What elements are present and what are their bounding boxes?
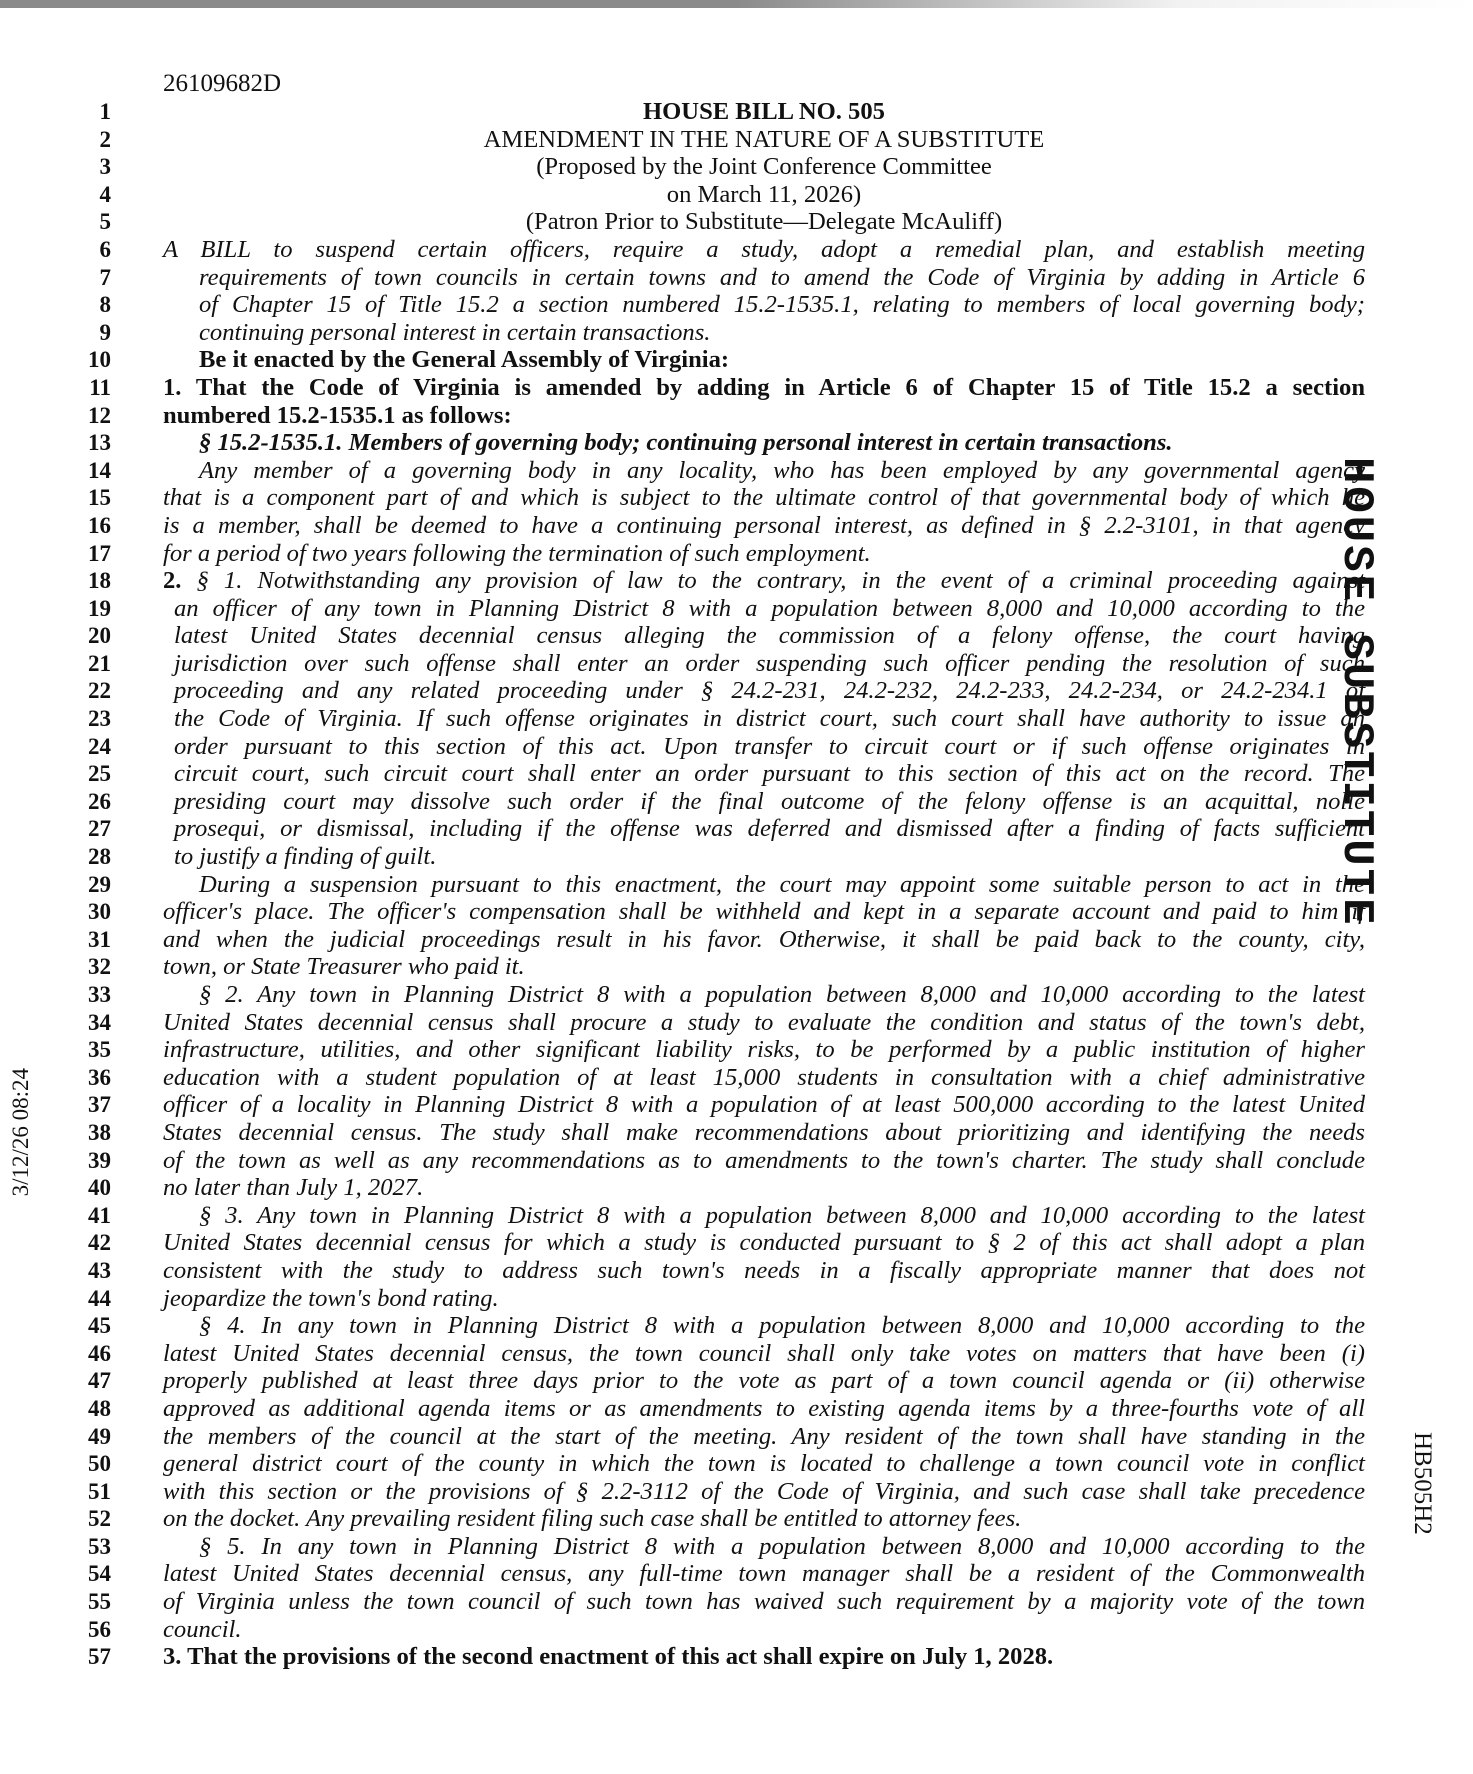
line-number: 44 — [88, 1285, 111, 1311]
line-text: the Code of Virginia. If such offense originates in district court, such court shall have authority to issue an — [174, 705, 1365, 733]
line-16 — [75, 512, 1375, 540]
line-number: 29 — [88, 871, 111, 897]
line-text: officer of a locality in Planning District 8 with a population of at least 500,000 according to the latest United — [163, 1091, 1365, 1119]
line-number: 37 — [88, 1092, 111, 1118]
line-text: requirements of town councils in certain towns and to amend the Code of Virginia by adding in Article 6 — [199, 263, 1365, 291]
side-title: HOUSE SUBSTITUTE — [1331, 457, 1381, 928]
line-number: 56 — [88, 1616, 111, 1642]
line-text: 1. That the Code of Virginia is amended by adding in Article 6 of Chapter 15 of Title 15.2 a section — [163, 373, 1365, 401]
line-55 — [75, 1588, 1375, 1616]
line-text: an officer of any town in Planning District 8 with a population between 8,000 and 10,000 according to the — [174, 594, 1365, 622]
line-38 — [75, 1119, 1375, 1147]
line-27 — [75, 815, 1375, 843]
line-text: officer's place. The officer's compensation shall be withheld and kept in a separate account and paid to him if — [163, 898, 1365, 926]
line-22 — [75, 677, 1375, 705]
line-8 — [75, 291, 1375, 319]
line-number: 9 — [99, 319, 111, 345]
line-text: of Chapter 15 of Title 15.2 a section numbered 15.2-1535.1, relating to members of local governing body; — [199, 291, 1365, 319]
line-text: general district court of the county in which the town is located to challenge a town council vote in conflict — [163, 1450, 1365, 1478]
line-56 — [75, 1616, 1375, 1644]
line-24 — [75, 733, 1375, 761]
line-number: 3 — [99, 154, 111, 180]
line-number: 13 — [88, 430, 111, 456]
line-number: 47 — [88, 1368, 111, 1394]
line-number: 50 — [88, 1451, 111, 1477]
side-code: HB505H2 — [1409, 1432, 1436, 1535]
line-text: is a member, shall be deemed to have a continuing personal interest, as defined in § 2.2-3101, in that agency — [163, 511, 1365, 539]
line-33 — [75, 981, 1375, 1009]
line-text: HOUSE BILL NO. 505 — [643, 98, 885, 125]
line-number: 31 — [88, 926, 111, 952]
line-2 — [75, 126, 1375, 154]
line-53 — [75, 1533, 1375, 1561]
line-number: 25 — [88, 761, 111, 787]
line-text: of Virginia unless the town council of such town has waived such requirement by a majority vote of the town — [163, 1588, 1365, 1616]
line-12 — [75, 402, 1375, 430]
document-id: 26109682D — [163, 70, 282, 97]
line-number: 53 — [88, 1533, 111, 1559]
line-text: approved as additional agenda items or as amendments to existing agenda items by a three-fourths vote of all — [163, 1394, 1365, 1422]
line-text: town, or State Treasurer who paid it. — [163, 953, 525, 981]
line-50 — [75, 1450, 1375, 1478]
line-text: continuing personal interest in certain transactions. — [199, 318, 711, 346]
line-text: (Patron Prior to Substitute—Delegate McAuliff) — [525, 208, 1003, 236]
line-37 — [75, 1091, 1375, 1119]
line-4 — [75, 181, 1375, 209]
line-text: infrastructure, utilities, and other significant liability risks, to be performed by a public institution of higher — [163, 1036, 1365, 1064]
line-text: United States decennial census for which a study is conducted pursuant to § 2 of this act shall adopt a plan — [163, 1229, 1365, 1257]
line-number: 48 — [88, 1395, 111, 1421]
line-1 — [75, 98, 1375, 126]
line-51 — [75, 1478, 1375, 1506]
line-number: 5 — [99, 209, 111, 235]
line-52 — [75, 1505, 1375, 1533]
line-text: Be it enacted by the General Assembly of Virginia: — [199, 346, 730, 374]
line-number: 33 — [88, 982, 111, 1007]
line-text: AMENDMENT IN THE NATURE OF A SUBSTITUTE — [483, 125, 1045, 153]
line-number: 34 — [88, 1009, 111, 1035]
line-text: on the docket. Any prevailing resident filing such case shall be entitled to attorney fees. — [163, 1505, 1022, 1533]
line-text: § 3. Any town in Planning District 8 with a population between 8,000 and 10,000 according to the latest — [199, 1201, 1365, 1229]
line-number: 11 — [89, 374, 111, 400]
line-11 — [75, 374, 1375, 402]
line-text: the members of the council at the start of the meeting. Any resident of the town shall have standing in the — [163, 1422, 1365, 1450]
line-text: jurisdiction over such offense shall enter an order suspending such officer pending the resolution of such — [174, 649, 1365, 677]
line-21 — [75, 650, 1375, 678]
line-number: 12 — [88, 402, 111, 428]
line-number: 19 — [88, 595, 111, 621]
line-text: latest United States decennial census alleging the commission of a felony offense, the court having — [174, 622, 1365, 650]
line-6 — [75, 236, 1375, 264]
line-text: council. — [163, 1615, 242, 1643]
line-number: 36 — [88, 1064, 111, 1090]
line-number: 2 — [99, 126, 111, 152]
line-36 — [75, 1064, 1375, 1092]
line-text: with this section or the provisions of § 2.2-3112 of the Code of Virginia, and such case shall take precedence — [163, 1477, 1365, 1505]
line-number: 21 — [88, 650, 111, 676]
line-number: 14 — [88, 457, 111, 483]
top-edge-bar — [0, 0, 1473, 8]
side-date: 3/12/26 08:24 — [8, 1068, 33, 1197]
line-18 — [75, 567, 1375, 595]
line-number: 26 — [88, 788, 111, 814]
line-number: 39 — [88, 1147, 111, 1173]
line-text: § 5. In any town in Planning District 8 with a population between 8,000 and 10,000 according to the — [199, 1532, 1365, 1560]
line-number: 57 — [88, 1644, 111, 1670]
enactment-number: 2. — [163, 567, 182, 595]
line-43 — [75, 1257, 1375, 1285]
line-number: 18 — [88, 568, 111, 594]
bill-text — [75, 98, 1375, 1671]
line-number: 28 — [88, 844, 111, 870]
line-text: on March 11, 2026) — [666, 180, 862, 208]
line-text: 3. That the provisions of the second enactment of this act shall expire on July 1, 2028. — [163, 1643, 1054, 1671]
line-13 — [75, 429, 1375, 457]
line-text: and when the judicial proceedings result in his favor. Otherwise, it shall be paid back to the county, city, — [163, 925, 1365, 953]
line-body: § 1. Notwithstanding any provision of law to the contrary, in the event of a criminal proceeding against — [196, 567, 1365, 595]
line-text: § 4. In any town in Planning District 8 with a population between 8,000 and 10,000 according to the — [199, 1312, 1365, 1340]
line-26 — [75, 788, 1375, 816]
line-text: A BILL to suspend certain officers, require a study, adopt a remedial plan, and establish meeting — [163, 235, 1365, 263]
line-49 — [75, 1423, 1375, 1451]
line-54 — [75, 1560, 1375, 1588]
line-47 — [75, 1367, 1375, 1395]
line-number: 15 — [88, 485, 111, 511]
line-number: 52 — [88, 1506, 111, 1532]
line-35 — [75, 1036, 1375, 1064]
line-text: for a period of two years following the termination of such employment. — [163, 539, 871, 567]
line-text: circuit court, such circuit court shall enter an order pursuant to this section of this act on the record. The — [174, 760, 1365, 788]
line-text: consistent with the study to address such town's needs in a fiscally appropriate manner that does not — [163, 1256, 1365, 1284]
line-text — [163, 567, 1365, 595]
line-34 — [75, 1009, 1375, 1037]
line-text: properly published at least three days prior to the vote as part of a town council agenda or (ii) otherwise — [163, 1367, 1365, 1395]
line-number: 38 — [88, 1119, 111, 1145]
line-number: 8 — [99, 292, 111, 318]
line-number: 35 — [88, 1037, 111, 1063]
line-text: § 15.2-1535.1. Members of governing body; continuing personal interest in certain transactions. — [199, 429, 1173, 457]
line-19 — [75, 595, 1375, 623]
line-text: proceeding and any related proceeding under § 24.2-231, 24.2-232, 24.2-233, 24.2-234, or 24.2-234.1 of — [174, 677, 1365, 705]
line-number: 10 — [88, 347, 111, 373]
line-number: 32 — [88, 954, 111, 980]
line-text: latest United States decennial census, the town council shall only take votes on matters that have been (i) — [163, 1339, 1365, 1367]
line-40 — [75, 1174, 1375, 1202]
line-5 — [75, 208, 1375, 236]
line-text: that is a component part of and which is subject to the ultimate control of that governmental body of which he — [163, 484, 1365, 512]
line-number: 23 — [88, 706, 111, 732]
line-text: States decennial census. The study shall make recommendations about prioritizing and identifying the needs — [163, 1118, 1365, 1146]
line-number: 41 — [88, 1202, 111, 1228]
line-17 — [75, 540, 1375, 568]
line-number: 54 — [88, 1561, 111, 1587]
line-41 — [75, 1202, 1375, 1230]
line-42 — [75, 1229, 1375, 1257]
line-31 — [75, 926, 1375, 954]
line-number: 45 — [88, 1313, 111, 1339]
line-number: 22 — [88, 678, 111, 704]
line-text: of the town as well as any recommendations as to amendments to the town's charter. The study shall conclude — [163, 1146, 1365, 1174]
line-25 — [75, 760, 1375, 788]
line-7 — [75, 264, 1375, 292]
line-number: 4 — [99, 181, 111, 207]
line-48 — [75, 1395, 1375, 1423]
line-text: no later than July 1, 2027. — [163, 1174, 424, 1202]
line-number: 42 — [88, 1230, 111, 1256]
line-44 — [75, 1285, 1375, 1313]
line-text: latest United States decennial census, any full-time town manager shall be a resident of the Commonwealth — [163, 1560, 1365, 1588]
line-45 — [75, 1312, 1375, 1340]
line-text: (Proposed by the Joint Conference Committee — [536, 153, 992, 181]
line-number: 30 — [88, 899, 111, 925]
line-number: 1 — [99, 99, 111, 124]
line-text: During a suspension pursuant to this enactment, the court may appoint some suitable person to act in the — [199, 870, 1365, 898]
line-29 — [75, 871, 1375, 899]
line-number: 51 — [88, 1478, 111, 1504]
line-text: presiding court may dissolve such order if the final outcome of the felony offense is an acquittal, nolle — [174, 787, 1365, 815]
line-text: numbered 15.2-1535.1 as follows: — [163, 401, 512, 429]
line-text: jeopardize the town's bond rating. — [163, 1284, 499, 1312]
line-14 — [75, 457, 1375, 485]
line-number: 20 — [88, 623, 111, 649]
line-39 — [75, 1147, 1375, 1175]
line-3 — [75, 153, 1375, 181]
line-15 — [75, 484, 1375, 512]
line-number: 46 — [88, 1340, 111, 1366]
line-number: 16 — [88, 512, 111, 538]
line-number: 17 — [88, 540, 111, 566]
line-32 — [75, 953, 1375, 981]
line-text: education with a student population of at least 15,000 students in consultation with a chief administrative — [163, 1063, 1365, 1091]
line-number: 43 — [88, 1257, 111, 1283]
line-number: 6 — [99, 236, 111, 262]
line-text: § 2. Any town in Planning District 8 with a population between 8,000 and 10,000 according to the latest — [199, 981, 1365, 1008]
line-text: United States decennial census shall procure a study to evaluate the condition and status of the town's debt, — [163, 1008, 1365, 1036]
line-number: 7 — [99, 264, 111, 290]
line-28 — [75, 843, 1375, 871]
line-46 — [75, 1340, 1375, 1368]
line-9 — [75, 319, 1375, 347]
line-text: order pursuant to this section of this act. Upon transfer to circuit court or if such offense originates in — [174, 732, 1365, 760]
line-text: prosequi, or dismissal, including if the offense was deferred and dismissed after a finding of facts sufficient — [174, 815, 1365, 843]
line-number: 24 — [88, 733, 111, 759]
line-57 — [75, 1643, 1375, 1671]
line-10 — [75, 346, 1375, 374]
line-text: Any member of a governing body in any locality, who has been employed by any governmental agency — [199, 456, 1365, 484]
line-number: 55 — [88, 1589, 111, 1615]
line-number: 40 — [88, 1175, 111, 1201]
line-number: 27 — [88, 816, 111, 842]
line-number: 49 — [88, 1423, 111, 1449]
line-text: to justify a finding of guilt. — [174, 843, 437, 871]
line-20 — [75, 622, 1375, 650]
line-30 — [75, 898, 1375, 926]
line-23 — [75, 705, 1375, 733]
